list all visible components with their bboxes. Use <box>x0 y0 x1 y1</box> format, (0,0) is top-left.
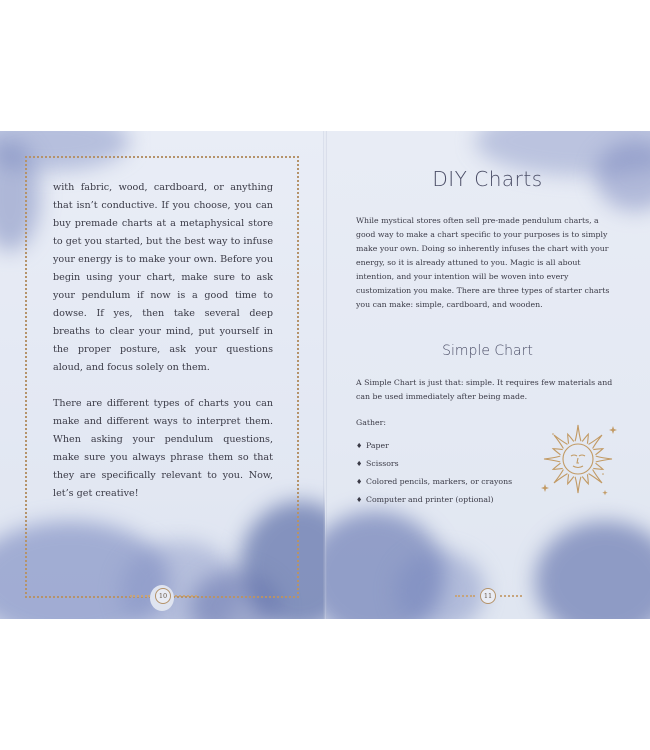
gather-label: Gather: <box>356 418 386 427</box>
book-gutter <box>323 131 327 619</box>
paragraph: with fabric, wood, cardboard, or anything that isn’t conductive. If you choose, you can buy premade charts at a metaphysical store to get you started, but the best way to infuse your energy is to make your own. Before you begin using your chart, make sure to ask your pendulum if now is a good time to dowse. If yes, then take several deep breaths to clear your mind, put yourself in the proper posture, ask your questions aloud, and focus solely on them. <box>53 182 273 373</box>
page-title: DIY Charts <box>432 167 543 191</box>
list-item-label: Scissors <box>366 459 399 468</box>
sun-ray <box>554 470 568 484</box>
sun-face-icon <box>533 414 623 504</box>
page-number-rule <box>500 595 522 597</box>
right-page <box>325 131 650 619</box>
sun-ray <box>582 474 588 484</box>
sun-ray <box>553 449 563 455</box>
sun-ray <box>553 463 563 469</box>
watercolor-wash <box>395 551 485 619</box>
intro-paragraph: While mystical stores often sell pre-made pendulum charts, a good way to make a chart specific to your purposes is to simply make your own. Doing so inherently infuses the chart with your energy, so it is already attuned to you. Magic is all about intention, and your intention will be woven into every customization you make. There are three types of starter charts you can make: simple, cardboard, and wooden. <box>356 216 610 309</box>
section-heading: Simple Chart <box>442 343 533 359</box>
diamond-bullet-icon: ♦ <box>356 478 363 486</box>
list-item <box>356 473 512 491</box>
diamond-bullet-icon: ♦ <box>356 442 363 450</box>
sun-ray <box>593 463 603 469</box>
sun-ray <box>589 470 603 484</box>
sun-ray <box>544 456 560 462</box>
sun-ray <box>575 425 581 441</box>
sun-ray <box>554 435 568 449</box>
list-item-label: Computer and printer (optional) <box>366 495 494 504</box>
watercolor-wash <box>535 521 650 619</box>
sun-ray <box>589 435 603 449</box>
list-item-label: Colored pencils, markers, or crayons <box>366 477 513 486</box>
sun-ray <box>582 434 588 444</box>
page-number-rule <box>175 595 197 597</box>
left-page <box>0 131 325 619</box>
sun-ray <box>575 477 581 493</box>
book-spread <box>0 131 650 619</box>
page-number-rule <box>455 595 475 597</box>
sun-ray <box>568 474 574 484</box>
list-item-label: Paper <box>366 441 389 450</box>
list-item <box>356 455 512 473</box>
sun-ray <box>593 449 603 455</box>
diamond-bullet-icon: ♦ <box>356 496 363 504</box>
left-body-text <box>53 179 273 521</box>
paragraph: There are different types of charts you can make and different ways to interpret them. When asking your pendulum questions, make sure you always phrase them so that they are specifically relevant to you. Now, let’s get creative! <box>53 398 273 499</box>
list-item <box>356 437 512 455</box>
materials-list <box>356 437 512 509</box>
diamond-bullet-icon: ♦ <box>356 460 363 468</box>
page-number: 10 <box>155 588 171 604</box>
sun-ray <box>596 456 612 462</box>
list-item <box>356 491 512 509</box>
section-description: A Simple Chart is just that: simple. It requires few materials and can be used immediately after being made. <box>356 378 613 401</box>
page-number-rule <box>130 595 150 597</box>
page-number: 11 <box>480 588 496 604</box>
sun-ray <box>568 434 574 444</box>
